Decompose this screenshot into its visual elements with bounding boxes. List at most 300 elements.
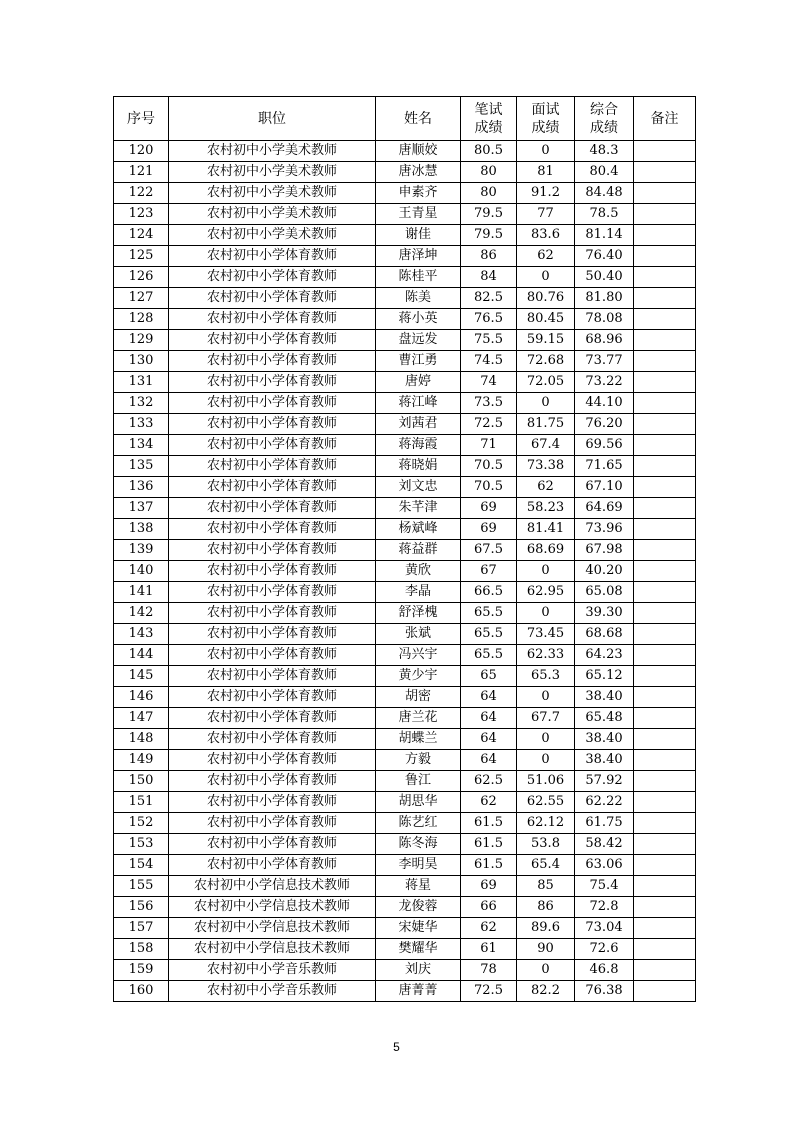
- cell-position: 农村初中小学信息技术教师: [169, 939, 376, 960]
- cell-interview-score: 62.33: [517, 645, 575, 666]
- cell-remark: [634, 792, 696, 813]
- cell-position: 农村初中小学体育教师: [169, 330, 376, 351]
- cell-written-score: 64: [461, 750, 517, 771]
- cell-interview-score: 80.45: [517, 309, 575, 330]
- cell-interview-score: 0: [517, 729, 575, 750]
- cell-name: 蒋晓娟: [376, 456, 461, 477]
- cell-name: 龙俊蓉: [376, 897, 461, 918]
- cell-written-score: 72.5: [461, 981, 517, 1002]
- cell-interview-score: 73.45: [517, 624, 575, 645]
- cell-position: 农村初中小学体育教师: [169, 288, 376, 309]
- cell-total-score: 75.4: [575, 876, 634, 897]
- header-row: [114, 97, 696, 141]
- cell-position: 农村初中小学音乐教师: [169, 981, 376, 1002]
- cell-no: 159: [114, 960, 169, 981]
- cell-position: 农村初中小学美术教师: [169, 183, 376, 204]
- cell-no: 158: [114, 939, 169, 960]
- table-row: [114, 162, 696, 183]
- cell-name: 唐兰花: [376, 708, 461, 729]
- cell-written-score: 66.5: [461, 582, 517, 603]
- cell-name: 胡密: [376, 687, 461, 708]
- table-row: [114, 519, 696, 540]
- cell-remark: [634, 162, 696, 183]
- cell-interview-score: 0: [517, 603, 575, 624]
- cell-total-score: 38.40: [575, 687, 634, 708]
- cell-total-score: 73.77: [575, 351, 634, 372]
- table-row: [114, 393, 696, 414]
- cell-name: 陈桂平: [376, 267, 461, 288]
- cell-no: 135: [114, 456, 169, 477]
- cell-total-score: 58.42: [575, 834, 634, 855]
- table-row: [114, 183, 696, 204]
- cell-total-score: 61.75: [575, 813, 634, 834]
- cell-position: 农村初中小学体育教师: [169, 498, 376, 519]
- cell-interview-score: 83.6: [517, 225, 575, 246]
- cell-interview-score: 90: [517, 939, 575, 960]
- table-row: [114, 456, 696, 477]
- cell-total-score: 38.40: [575, 750, 634, 771]
- cell-position: 农村初中小学体育教师: [169, 834, 376, 855]
- cell-name: 朱芊津: [376, 498, 461, 519]
- table-row: [114, 435, 696, 456]
- cell-no: 123: [114, 204, 169, 225]
- cell-total-score: 76.38: [575, 981, 634, 1002]
- table-row: [114, 582, 696, 603]
- cell-remark: [634, 351, 696, 372]
- cell-no: 153: [114, 834, 169, 855]
- cell-written-score: 74.5: [461, 351, 517, 372]
- table-row: [114, 561, 696, 582]
- cell-interview-score: 0: [517, 960, 575, 981]
- table-row: [114, 330, 696, 351]
- cell-name: 曹江勇: [376, 351, 461, 372]
- header-written-line2: 成绩: [474, 119, 503, 136]
- cell-remark: [634, 267, 696, 288]
- header-total-line2: 成绩: [590, 119, 618, 136]
- header-name: 姓名: [376, 97, 461, 141]
- cell-interview-score: 58.23: [517, 498, 575, 519]
- cell-position: 农村初中小学体育教师: [169, 729, 376, 750]
- cell-name: 陈美: [376, 288, 461, 309]
- table-row: [114, 540, 696, 561]
- cell-position: 农村初中小学体育教师: [169, 666, 376, 687]
- cell-written-score: 62.5: [461, 771, 517, 792]
- cell-total-score: 71.65: [575, 456, 634, 477]
- cell-total-score: 44.10: [575, 393, 634, 414]
- table-row: [114, 708, 696, 729]
- cell-remark: [634, 225, 696, 246]
- cell-interview-score: 73.38: [517, 456, 575, 477]
- cell-interview-score: 0: [517, 750, 575, 771]
- cell-interview-score: 65.4: [517, 855, 575, 876]
- cell-interview-score: 68.69: [517, 540, 575, 561]
- cell-remark: [634, 750, 696, 771]
- header-position: 职位: [169, 97, 376, 141]
- cell-total-score: 81.14: [575, 225, 634, 246]
- cell-total-score: 73.22: [575, 372, 634, 393]
- cell-written-score: 75.5: [461, 330, 517, 351]
- cell-no: 121: [114, 162, 169, 183]
- cell-total-score: 62.22: [575, 792, 634, 813]
- table-row: [114, 876, 696, 897]
- cell-position: 农村初中小学美术教师: [169, 204, 376, 225]
- table-row: [114, 498, 696, 519]
- cell-name: 樊耀华: [376, 939, 461, 960]
- cell-position: 农村初中小学体育教师: [169, 267, 376, 288]
- cell-total-score: 65.08: [575, 582, 634, 603]
- table-row: [114, 666, 696, 687]
- cell-total-score: 57.92: [575, 771, 634, 792]
- cell-written-score: 86: [461, 246, 517, 267]
- cell-no: 129: [114, 330, 169, 351]
- cell-written-score: 71: [461, 435, 517, 456]
- cell-interview-score: 59.15: [517, 330, 575, 351]
- cell-position: 农村初中小学体育教师: [169, 456, 376, 477]
- cell-interview-score: 89.6: [517, 918, 575, 939]
- cell-remark: [634, 477, 696, 498]
- cell-remark: [634, 330, 696, 351]
- table-row: [114, 729, 696, 750]
- cell-remark: [634, 645, 696, 666]
- cell-total-score: 81.80: [575, 288, 634, 309]
- cell-position: 农村初中小学美术教师: [169, 162, 376, 183]
- cell-total-score: 72.8: [575, 897, 634, 918]
- cell-written-score: 62: [461, 918, 517, 939]
- cell-name: 谢佳: [376, 225, 461, 246]
- cell-total-score: 80.4: [575, 162, 634, 183]
- cell-total-score: 39.30: [575, 603, 634, 624]
- cell-position: 农村初中小学信息技术教师: [169, 876, 376, 897]
- cell-written-score: 65.5: [461, 603, 517, 624]
- cell-name: 黄少宇: [376, 666, 461, 687]
- cell-interview-score: 0: [517, 393, 575, 414]
- cell-total-score: 40.20: [575, 561, 634, 582]
- cell-position: 农村初中小学体育教师: [169, 435, 376, 456]
- table-row: [114, 855, 696, 876]
- cell-total-score: 84.48: [575, 183, 634, 204]
- cell-total-score: 48.3: [575, 141, 634, 162]
- table-row: [114, 414, 696, 435]
- cell-position: 农村初中小学美术教师: [169, 141, 376, 162]
- cell-total-score: 73.04: [575, 918, 634, 939]
- cell-remark: [634, 288, 696, 309]
- cell-remark: [634, 456, 696, 477]
- table-row: [114, 372, 696, 393]
- cell-total-score: 68.68: [575, 624, 634, 645]
- cell-written-score: 79.5: [461, 225, 517, 246]
- cell-name: 方毅: [376, 750, 461, 771]
- cell-position: 农村初中小学体育教师: [169, 855, 376, 876]
- cell-interview-score: 65.3: [517, 666, 575, 687]
- table-row: [114, 792, 696, 813]
- cell-interview-score: 80.76: [517, 288, 575, 309]
- cell-position: 农村初中小学体育教师: [169, 246, 376, 267]
- cell-written-score: 74: [461, 372, 517, 393]
- cell-written-score: 64: [461, 729, 517, 750]
- cell-total-score: 76.40: [575, 246, 634, 267]
- cell-name: 李明昊: [376, 855, 461, 876]
- header-no: 序号: [114, 97, 169, 141]
- cell-name: 蒋海霞: [376, 435, 461, 456]
- cell-position: 农村初中小学体育教师: [169, 393, 376, 414]
- cell-total-score: 73.96: [575, 519, 634, 540]
- table-row: [114, 813, 696, 834]
- cell-name: 刘庆: [376, 960, 461, 981]
- cell-name: 蒋小英: [376, 309, 461, 330]
- cell-written-score: 80: [461, 162, 517, 183]
- header-interview-line1: 面试: [531, 101, 560, 118]
- cell-no: 155: [114, 876, 169, 897]
- cell-no: 150: [114, 771, 169, 792]
- cell-total-score: 72.6: [575, 939, 634, 960]
- table-row: [114, 288, 696, 309]
- cell-position: 农村初中小学体育教师: [169, 351, 376, 372]
- cell-name: 胡思华: [376, 792, 461, 813]
- cell-written-score: 76.5: [461, 309, 517, 330]
- cell-interview-score: 81.75: [517, 414, 575, 435]
- cell-no: 143: [114, 624, 169, 645]
- table-row: [114, 687, 696, 708]
- cell-name: 唐菁菁: [376, 981, 461, 1002]
- cell-written-score: 65.5: [461, 645, 517, 666]
- table-row: [114, 750, 696, 771]
- cell-name: 刘文忠: [376, 477, 461, 498]
- table-row: [114, 267, 696, 288]
- cell-position: 农村初中小学体育教师: [169, 687, 376, 708]
- cell-no: 148: [114, 729, 169, 750]
- header-total-line1: 综合: [590, 101, 618, 118]
- cell-name: 蒋星: [376, 876, 461, 897]
- cell-remark: [634, 624, 696, 645]
- cell-name: 杨斌峰: [376, 519, 461, 540]
- cell-written-score: 67: [461, 561, 517, 582]
- cell-no: 154: [114, 855, 169, 876]
- cell-written-score: 64: [461, 708, 517, 729]
- cell-interview-score: 51.06: [517, 771, 575, 792]
- cell-remark: [634, 414, 696, 435]
- cell-position: 农村初中小学体育教师: [169, 645, 376, 666]
- cell-position: 农村初中小学体育教师: [169, 372, 376, 393]
- cell-name: 鲁江: [376, 771, 461, 792]
- table-row: [114, 225, 696, 246]
- cell-name: 舒泽槐: [376, 603, 461, 624]
- cell-name: 王青星: [376, 204, 461, 225]
- cell-remark: [634, 393, 696, 414]
- cell-name: 宋婕华: [376, 918, 461, 939]
- cell-remark: [634, 918, 696, 939]
- cell-total-score: 69.56: [575, 435, 634, 456]
- cell-total-score: 65.48: [575, 708, 634, 729]
- cell-written-score: 70.5: [461, 456, 517, 477]
- cell-interview-score: 62.55: [517, 792, 575, 813]
- cell-written-score: 64: [461, 687, 517, 708]
- cell-position: 农村初中小学体育教师: [169, 477, 376, 498]
- cell-interview-score: 62.95: [517, 582, 575, 603]
- cell-written-score: 62: [461, 792, 517, 813]
- cell-remark: [634, 771, 696, 792]
- cell-interview-score: 85: [517, 876, 575, 897]
- cell-remark: [634, 309, 696, 330]
- cell-position: 农村初中小学体育教师: [169, 309, 376, 330]
- cell-remark: [634, 372, 696, 393]
- cell-position: 农村初中小学体育教师: [169, 624, 376, 645]
- cell-interview-score: 72.68: [517, 351, 575, 372]
- cell-no: 124: [114, 225, 169, 246]
- cell-name: 申素齐: [376, 183, 461, 204]
- cell-written-score: 72.5: [461, 414, 517, 435]
- table-row: [114, 204, 696, 225]
- table-row: [114, 771, 696, 792]
- cell-written-score: 69: [461, 519, 517, 540]
- cell-total-score: 67.98: [575, 540, 634, 561]
- cell-name: 盘远发: [376, 330, 461, 351]
- cell-position: 农村初中小学体育教师: [169, 708, 376, 729]
- cell-position: 农村初中小学体育教师: [169, 540, 376, 561]
- header-interview-score: [517, 97, 575, 141]
- cell-name: 唐婷: [376, 372, 461, 393]
- cell-remark: [634, 204, 696, 225]
- header-total-score: [575, 97, 634, 141]
- cell-position: 农村初中小学体育教师: [169, 414, 376, 435]
- table-header: [114, 97, 696, 141]
- cell-position: 农村初中小学体育教师: [169, 750, 376, 771]
- cell-total-score: 38.40: [575, 729, 634, 750]
- cell-interview-score: 62: [517, 246, 575, 267]
- table-body: [114, 141, 696, 1002]
- cell-total-score: 78.08: [575, 309, 634, 330]
- table-row: [114, 624, 696, 645]
- cell-interview-score: 62.12: [517, 813, 575, 834]
- table-row: [114, 897, 696, 918]
- cell-remark: [634, 540, 696, 561]
- cell-remark: [634, 141, 696, 162]
- cell-total-score: 68.96: [575, 330, 634, 351]
- cell-remark: [634, 603, 696, 624]
- cell-remark: [634, 435, 696, 456]
- header-written-line1: 笔试: [474, 101, 503, 118]
- cell-no: 140: [114, 561, 169, 582]
- cell-no: 125: [114, 246, 169, 267]
- cell-written-score: 79.5: [461, 204, 517, 225]
- cell-interview-score: 72.05: [517, 372, 575, 393]
- cell-name: 胡蝶兰: [376, 729, 461, 750]
- cell-written-score: 61: [461, 939, 517, 960]
- cell-name: 唐冰慧: [376, 162, 461, 183]
- cell-position: 农村初中小学体育教师: [169, 603, 376, 624]
- cell-written-score: 67.5: [461, 540, 517, 561]
- cell-name: 蒋江峰: [376, 393, 461, 414]
- cell-written-score: 80: [461, 183, 517, 204]
- cell-remark: [634, 876, 696, 897]
- cell-no: 136: [114, 477, 169, 498]
- cell-total-score: 65.12: [575, 666, 634, 687]
- cell-position: 农村初中小学美术教师: [169, 225, 376, 246]
- cell-remark: [634, 897, 696, 918]
- table-row: [114, 981, 696, 1002]
- cell-interview-score: 81: [517, 162, 575, 183]
- cell-total-score: 63.06: [575, 855, 634, 876]
- cell-remark: [634, 981, 696, 1002]
- cell-interview-score: 67.4: [517, 435, 575, 456]
- table-row: [114, 960, 696, 981]
- cell-no: 134: [114, 435, 169, 456]
- cell-name: 陈艺红: [376, 813, 461, 834]
- cell-name: 张斌: [376, 624, 461, 645]
- cell-remark: [634, 855, 696, 876]
- cell-no: 151: [114, 792, 169, 813]
- cell-no: 160: [114, 981, 169, 1002]
- cell-name: 冯兴宇: [376, 645, 461, 666]
- cell-no: 146: [114, 687, 169, 708]
- cell-no: 133: [114, 414, 169, 435]
- cell-no: 141: [114, 582, 169, 603]
- cell-no: 157: [114, 918, 169, 939]
- cell-written-score: 66: [461, 897, 517, 918]
- cell-no: 156: [114, 897, 169, 918]
- cell-written-score: 73.5: [461, 393, 517, 414]
- cell-remark: [634, 561, 696, 582]
- table-row: [114, 477, 696, 498]
- cell-name: 李晶: [376, 582, 461, 603]
- cell-no: 126: [114, 267, 169, 288]
- cell-total-score: 50.40: [575, 267, 634, 288]
- cell-total-score: 78.5: [575, 204, 634, 225]
- cell-interview-score: 82.2: [517, 981, 575, 1002]
- table-row: [114, 309, 696, 330]
- cell-remark: [634, 960, 696, 981]
- cell-position: 农村初中小学体育教师: [169, 519, 376, 540]
- table-row: [114, 939, 696, 960]
- cell-position: 农村初中小学体育教师: [169, 813, 376, 834]
- cell-no: 147: [114, 708, 169, 729]
- cell-interview-score: 62: [517, 477, 575, 498]
- score-table: [113, 96, 696, 1002]
- cell-no: 132: [114, 393, 169, 414]
- cell-total-score: 46.8: [575, 960, 634, 981]
- cell-no: 139: [114, 540, 169, 561]
- cell-no: 131: [114, 372, 169, 393]
- cell-position: 农村初中小学体育教师: [169, 582, 376, 603]
- cell-position: 农村初中小学体育教师: [169, 771, 376, 792]
- cell-interview-score: 81.41: [517, 519, 575, 540]
- cell-interview-score: 0: [517, 267, 575, 288]
- cell-written-score: 61.5: [461, 834, 517, 855]
- cell-remark: [634, 939, 696, 960]
- cell-written-score: 65: [461, 666, 517, 687]
- cell-remark: [634, 834, 696, 855]
- cell-position: 农村初中小学体育教师: [169, 561, 376, 582]
- cell-interview-score: 53.8: [517, 834, 575, 855]
- cell-name: 陈冬海: [376, 834, 461, 855]
- cell-written-score: 61.5: [461, 855, 517, 876]
- cell-written-score: 80.5: [461, 141, 517, 162]
- header-interview-line2: 成绩: [531, 119, 560, 136]
- cell-no: 128: [114, 309, 169, 330]
- cell-no: 120: [114, 141, 169, 162]
- cell-name: 唐顺姣: [376, 141, 461, 162]
- cell-no: 137: [114, 498, 169, 519]
- cell-no: 145: [114, 666, 169, 687]
- cell-written-score: 69: [461, 876, 517, 897]
- cell-interview-score: 91.2: [517, 183, 575, 204]
- cell-interview-score: 67.7: [517, 708, 575, 729]
- cell-no: 127: [114, 288, 169, 309]
- cell-remark: [634, 519, 696, 540]
- table-row: [114, 246, 696, 267]
- cell-remark: [634, 687, 696, 708]
- cell-total-score: 64.23: [575, 645, 634, 666]
- cell-name: 唐泽坤: [376, 246, 461, 267]
